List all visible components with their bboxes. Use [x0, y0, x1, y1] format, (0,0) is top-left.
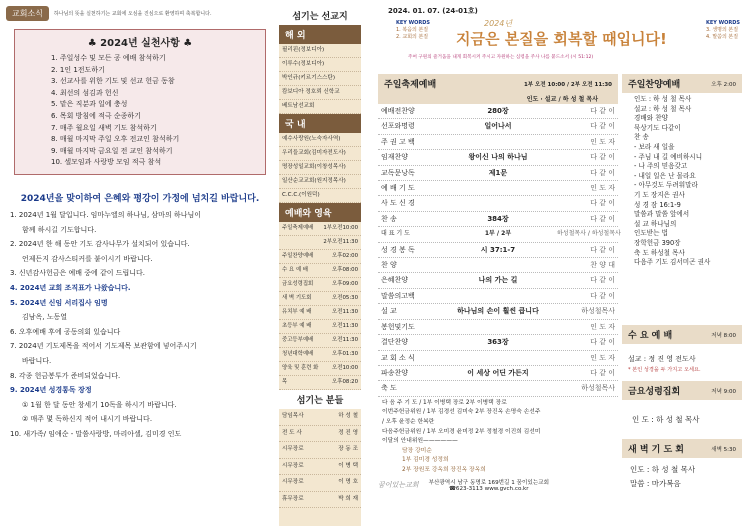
worship-time: 오전11:30 — [332, 323, 358, 329]
order-item: 교 회 소 식 — [381, 353, 415, 362]
order-person: 다 같 이 — [590, 291, 615, 300]
worship-name: 초등부 예 배 — [282, 323, 312, 329]
elder-role: 휴무장로 — [282, 495, 304, 502]
order-content — [439, 181, 557, 195]
order-person: 인 도 자 — [590, 353, 615, 362]
overseas-list — [279, 44, 361, 114]
praise-line: 다음주 기도 김서미곤 권사 — [634, 258, 711, 267]
elder-name: 이 병 택 — [338, 462, 358, 469]
order-item: 예배전찬양 — [381, 107, 415, 115]
order-content — [439, 289, 557, 303]
order-item: 찬 양 — [381, 261, 397, 270]
order-content — [439, 381, 557, 395]
worship-time: 오후02:00 — [332, 253, 358, 259]
dawn-title: 새 벽 기 도 회 — [628, 445, 685, 455]
order-person: 다 같 이 — [590, 107, 615, 115]
elder-name: 장 동 조 — [338, 446, 358, 452]
order-row — [378, 166, 618, 181]
mission-item: C.C.C.(이원덕) — [279, 189, 361, 203]
wed-title: 수 요 예 배 — [628, 331, 673, 341]
footer-address: 부산광역시 남구 동명로 169번길 1 꿈이있는교회 — [428, 480, 549, 487]
order-row — [378, 196, 618, 211]
order-person: 다 같 이 — [590, 199, 615, 208]
mission-item: 명장성일교회(이창성목사) — [279, 161, 361, 175]
order-list — [378, 104, 621, 397]
praise-list — [622, 93, 742, 325]
main-service-bar — [378, 74, 618, 93]
main-service-leader: 인도 · 설교 / 하 성 철 목사 — [378, 93, 618, 104]
order-content: 시 37:1-7 — [480, 245, 516, 254]
order-person: 하성철목사 / 하성철목사 — [557, 230, 621, 238]
worship-time: 오후08:00 — [332, 267, 358, 273]
right-page — [372, 6, 744, 526]
praise-line: - 주님 내 길 예비하시니 — [634, 152, 703, 161]
order-row — [378, 135, 618, 150]
order-content — [439, 320, 557, 334]
order-content — [439, 351, 557, 365]
practice-item: 9. 매월 마지막 금요일 전 교인 참석하기 — [51, 146, 173, 155]
order-content: 나의 가는 길 — [478, 276, 518, 285]
order-item: 교독문낭독 — [381, 168, 415, 177]
banner-title: 지금은 본질을 회복할 때입니다! — [456, 30, 667, 48]
worship-row — [279, 320, 361, 334]
order-person: 다 같 이 — [590, 153, 615, 162]
order-content: 하나님의 손이 훨씬 큽니다 — [457, 307, 539, 316]
worship-name: 주일찬양예배 — [282, 253, 314, 259]
order-item: 말씀의고백 — [381, 291, 415, 300]
order-row — [378, 104, 618, 119]
order-person: 인 도 자 — [590, 184, 615, 193]
next-line: 다음주헌금위원 / 1부 오미경 윤미정 2부 정철경 이진희 김선미 — [382, 428, 541, 435]
order-content: 일어나서 — [484, 122, 512, 131]
worship-time: 1부오전10:00 — [323, 225, 358, 231]
order-person: 다 같 이 — [590, 276, 615, 285]
worship-time: 오후08:20 — [332, 379, 358, 385]
order-row — [378, 227, 621, 242]
side-services — [622, 74, 742, 489]
worship-row — [279, 362, 361, 376]
praise-line: 성 경 잠 16:1-9 — [634, 200, 681, 209]
praise-line: 찬 송 — [634, 133, 649, 142]
praise-line: 장학헌금 390장 — [634, 238, 681, 247]
news-item: ① 1월 한 달 동안 창세기 10독을 하시기 바랍니다. — [22, 400, 177, 409]
worship-time: 2부오전11:30 — [323, 239, 358, 245]
praise-line: - 보라 새 일을 — [634, 142, 675, 151]
order-person: 다 같 이 — [590, 122, 615, 131]
banner-year: 2024년 — [484, 19, 513, 28]
order-item: 예 배 기 도 — [381, 184, 415, 193]
order-item: 주 권 고 백 — [381, 137, 415, 146]
worship-row — [279, 278, 361, 292]
mission-item: 우리들교회(김미자전도사) — [279, 147, 361, 161]
mission-item: 이루수(정보디아) — [279, 58, 361, 72]
order-person: 인 도 자 — [590, 137, 615, 146]
worship-time: 오후01:30 — [332, 351, 358, 357]
keywords-right: KEY WORDS 3. 생명의 본질 4. 말씀의 본질 — [705, 20, 740, 40]
worship-name: 목 — [282, 379, 288, 385]
order-item: 사 도 신 경 — [381, 199, 415, 208]
news-list — [6, 208, 274, 442]
order-row — [378, 351, 618, 366]
order-row — [378, 181, 618, 196]
order-content: 제1문 — [488, 168, 508, 177]
order-item: 선포와명령 — [381, 122, 415, 131]
domestic-list — [279, 133, 361, 203]
news-item: 7. 2024년 기도제목을 적어서 기도제목 보관함에 넣어주시기 — [10, 342, 197, 351]
praise-line: 설 교 하나님의 — [634, 219, 677, 228]
dawn-time: 새벽 5:30 — [711, 446, 736, 453]
practice-list — [21, 53, 259, 169]
order-row — [378, 366, 618, 381]
order-person: 하성철목사 — [581, 384, 615, 393]
banner-verse: 주여 구원의 즐거움을 내게 회복시켜 주시고 자원하는 심령을 주사 나를 붙드소서 (시 51:12) — [408, 55, 594, 60]
order-row — [378, 258, 618, 273]
order-content — [439, 258, 557, 272]
order-item: 설 교 — [381, 307, 397, 316]
main-service-title: 주일축제예배 — [384, 80, 437, 90]
mission-item: 베트남선교회 — [279, 100, 361, 114]
wed-note: * 본인 성경을 두 가지고 오세요. — [628, 367, 701, 373]
elders-title: 섬기는 분들 — [279, 390, 361, 409]
wed-time: 저녁 8:00 — [711, 332, 736, 339]
elder-row — [279, 492, 361, 509]
dawn-leader: 인도 : 하 성 철 목사 — [630, 465, 696, 474]
worship-list — [279, 222, 361, 390]
news-item: 9. 2024년 성경통독 장정 — [10, 386, 92, 395]
order-item: 성 경 봉 독 — [381, 245, 415, 254]
praise-line: 경배와 찬양 — [634, 114, 668, 123]
order-item: 파송찬양 — [381, 368, 409, 377]
order-item: 임재찬양 — [381, 153, 409, 162]
news-item: 5. 2024년 신임 서리집사 임명 — [10, 298, 108, 307]
masthead — [372, 18, 744, 76]
order-person: 하성철목사 — [581, 307, 615, 316]
worship-name: 유치부 예 배 — [282, 309, 312, 315]
mission-item: 캄보디아 정호뢰 신학교 — [279, 86, 361, 100]
order-row — [378, 150, 618, 165]
practice-item: 6. 목회 방침에 적극 순종하기 — [51, 111, 141, 120]
dawn-bar — [622, 439, 742, 458]
order-row — [378, 273, 618, 288]
order-content: 왕이신 나의 하나님 — [468, 153, 528, 162]
order-row — [378, 289, 618, 304]
order-content: 384장 — [487, 214, 509, 223]
mission-title: 섬기는 선교지 — [279, 6, 361, 25]
elder-row — [279, 475, 361, 492]
mission-item: 박인규(키르기스스탄) — [279, 72, 361, 86]
order-person: 다 같 이 — [590, 338, 615, 347]
worship-name: 청년대학예배 — [282, 351, 314, 357]
main-service-times: 1부 오전 10:00 / 2부 오전 11:30 — [523, 81, 612, 88]
next-line: 1부 김미경 성정희 — [402, 457, 449, 464]
elder-list — [279, 409, 361, 508]
elder-name: 정 진 영 — [338, 429, 358, 436]
praise-line: 설교 : 하 성 철 목사 — [634, 104, 692, 113]
church-news-tab: 교회소식 — [6, 6, 49, 21]
elder-role: 시무장로 — [282, 446, 304, 452]
worship-name: 금요성령집회 — [282, 281, 314, 287]
next-line: 이달의 안내위원—————— — [382, 438, 458, 445]
order-person: 다 같 이 — [590, 168, 615, 177]
order-content: 280장 — [487, 107, 509, 115]
order-row — [378, 119, 618, 134]
greeting-heading: 2024년을 맞이하여 은혜와 평강이 가정에 넘치길 바랍니다. — [20, 194, 260, 204]
praise-line: 말씀과 말씀 앞에서 — [634, 210, 690, 219]
praise-line: 인도받는 법 — [634, 229, 668, 238]
fri-leader: 인 도 : 하 성 철 목사 — [632, 415, 700, 424]
news-item: 4. 2024년 교회 조직표가 나왔습니다. — [10, 283, 131, 292]
keywords-left: KEY WORDS 1. 복음의 본질 2. 교회의 본질 — [396, 20, 431, 40]
worship-row — [279, 376, 361, 390]
practice-item: 10. 셀모임과 사랑방 모임 적극 참석 — [51, 158, 162, 167]
worship-row — [279, 222, 361, 236]
order-content: 이 세상 어딘 가든지 — [467, 368, 529, 377]
mid-column — [279, 6, 361, 526]
worship-name: 중고등부예배 — [282, 337, 314, 343]
dawn-passage: 말씀 : 마가복음 — [630, 479, 681, 488]
mission-item: 필리핀(정보디아) — [279, 44, 361, 58]
elder-row — [279, 426, 361, 443]
mission-item: 일산순교교회(원지정목사) — [279, 175, 361, 189]
practice-item: 7. 매주 월요일 새벽 기도 참석하기 — [51, 123, 157, 132]
worship-heading: 예배와 영육 — [279, 203, 361, 222]
news-item: 김남옥, 노동열 — [22, 313, 68, 322]
order-person: 찬 양 대 — [590, 261, 615, 270]
next-line: 2부 장원포 강옥희 장진옥 장옥희 — [402, 466, 486, 473]
order-content: 363장 — [487, 338, 509, 347]
order-content: 1부 / 2부 — [484, 230, 512, 238]
elder-name: 하 성 철 — [338, 413, 358, 419]
order-item: 은혜찬양 — [381, 276, 409, 285]
worship-name: 양육 및 훈련 화 — [282, 365, 319, 371]
order-row — [378, 335, 618, 350]
news-item: 바랍니다. — [22, 356, 52, 365]
order-row — [378, 304, 618, 319]
worship-row — [279, 292, 361, 306]
next-line: 다 음 주 기 도 / 1부 이병택 장로 2부 이병택 장로 — [382, 399, 507, 406]
praise-line: - 아무것도 두려워말라 — [634, 181, 698, 190]
elder-role: 전 도 사 — [282, 429, 302, 436]
wed-bar — [622, 325, 742, 344]
worship-row — [279, 348, 361, 362]
praise-line: 묵상기도 다같이 — [634, 123, 681, 132]
next-line: / 오후 윤정순 한복란 — [382, 418, 435, 425]
worship-row — [279, 250, 361, 264]
wed-preacher: 설교 : 정 진 영 전도사 — [628, 355, 696, 363]
worship-name: 새 벽 기도회 — [282, 295, 312, 301]
praise-time: 오후 2:00 — [711, 81, 736, 88]
praise-bar — [622, 74, 742, 93]
news-item: 10. 새가족/ 임애순 - 말씀사랑방, 마리아셀, 김미경 인도 — [10, 429, 182, 438]
footer — [378, 478, 618, 492]
news-item: 6. 오후예배 후에 공동의회 있습니다 — [10, 327, 121, 336]
praise-title: 주일찬양예배 — [628, 80, 681, 90]
welcome-note: 하나님의 뜻을 실천하기는 교회에 오심을 진심으로 환영하며 축복합니다. — [53, 11, 212, 17]
elder-row — [279, 442, 361, 459]
order-content — [439, 196, 557, 210]
church-logo: 꿈이있는교회 — [378, 481, 419, 490]
news-item: 8. 각종 헌금봉투가 준비되었습니다. — [10, 371, 121, 380]
order-person: 다 같 이 — [590, 245, 615, 254]
worship-row — [279, 236, 361, 250]
practice-item: 2. 1인 1전도하기 — [51, 65, 105, 74]
practice-item: 8. 매월 마지막 주일 오후 전교인 참석하기 — [51, 135, 180, 144]
worship-name: 주일축제예배 — [282, 225, 314, 231]
left-page — [6, 6, 274, 526]
fri-title: 금요성령집회 — [628, 387, 681, 397]
worship-time: 오전11:30 — [332, 337, 358, 343]
order-person: 다 같 이 — [590, 368, 615, 377]
praise-line: 기 도 장지은 권사 — [634, 190, 685, 199]
footer-contact: ☎623-3113 www.gvch.co.kr — [448, 486, 529, 493]
issue-date: 2024. 01. 07. (24-01호) — [388, 7, 478, 15]
elder-row — [279, 459, 361, 476]
fri-time: 저녁 9:00 — [711, 388, 736, 395]
domestic-heading: 국 내 — [279, 114, 361, 133]
order-row — [378, 381, 618, 396]
news-item: 2. 2024년 한 해 동안 기도 감사나무가 설치되어 있습니다. — [10, 240, 190, 249]
worship-time: 오전05:30 — [332, 295, 358, 301]
order-row — [378, 212, 618, 227]
fri-bar — [622, 381, 742, 400]
order-item: 축 도 — [381, 384, 397, 393]
news-item: 3. 신년감사헌금은 예배 중에 같이 드립니다. — [10, 269, 145, 278]
next-line: 이번주헌금위원 / 1부 김경선 김미숙 2부 장진옥 손명숙 손선주 — [382, 409, 541, 416]
next-week-list — [378, 399, 618, 476]
worship-row — [279, 334, 361, 348]
elder-role: 담임목사 — [282, 413, 304, 419]
elder-name: 이 명 호 — [338, 479, 358, 485]
practice-item: 1. 주일성수 및 모든 공 예배 참석하기 — [51, 54, 166, 62]
order-item: 찬 송 — [381, 214, 397, 223]
order-row — [378, 243, 618, 258]
order-item: 대 표 기 도 — [381, 230, 410, 238]
praise-line: 인도 : 하 성 철 목사 — [634, 95, 692, 103]
next-line: 담장 강미순 — [402, 447, 432, 454]
order-person: 인 도 자 — [590, 322, 615, 331]
worship-time: 오전10:00 — [332, 365, 358, 371]
praise-line: 축 도 하성철 목사 — [634, 248, 685, 257]
practice-title: ♣ 2024년 실천사항 ♣ — [87, 38, 193, 49]
elder-role: 시무장로 — [282, 462, 304, 469]
worship-name: 수 요 예 배 — [282, 267, 308, 273]
practice-item: 5. 맡은 직분과 일에 충성 — [51, 100, 128, 109]
praise-line: - 나 주의 믿음갖고 — [634, 162, 688, 171]
mission-item: 예수사랑원(노숙자사역) — [279, 133, 361, 147]
order-content — [439, 135, 557, 149]
overseas-heading: 해 외 — [279, 25, 361, 44]
news-item: 1. 2024년 1월 달입니다. 임마누엘의 하나님, 삼마의 하나님이 — [10, 211, 201, 219]
praise-line: - 내일 일은 난 몰라요 — [634, 171, 696, 180]
worship-row — [279, 264, 361, 278]
order-item: 봉헌및기도 — [381, 322, 415, 331]
news-item: ② 매주 몇 독하신지 적어 내시기 바랍니다. — [22, 415, 153, 424]
elder-name: 박 희 재 — [338, 495, 358, 502]
news-item: 함께 하시길 기도합니다. — [22, 225, 97, 234]
main-service-column — [378, 74, 621, 493]
practice-item: 4. 최선의 섬김과 헌신 — [51, 88, 119, 97]
practice-item: 3. 선교사를 위한 기도 및 선교 헌금 동참 — [51, 77, 175, 86]
worship-time: 오후09:00 — [332, 281, 358, 287]
worship-time: 오전11:30 — [332, 309, 358, 315]
order-item: 결단찬양 — [381, 338, 409, 347]
practice-box — [14, 29, 266, 175]
order-person: 다 같 이 — [590, 214, 615, 223]
elder-row — [279, 409, 361, 426]
order-row — [378, 320, 618, 335]
news-item: 언제든지 감사스티커를 붙이시기 바랍니다. — [22, 254, 153, 263]
worship-row — [279, 306, 361, 320]
elder-role: 시무장로 — [282, 479, 304, 485]
